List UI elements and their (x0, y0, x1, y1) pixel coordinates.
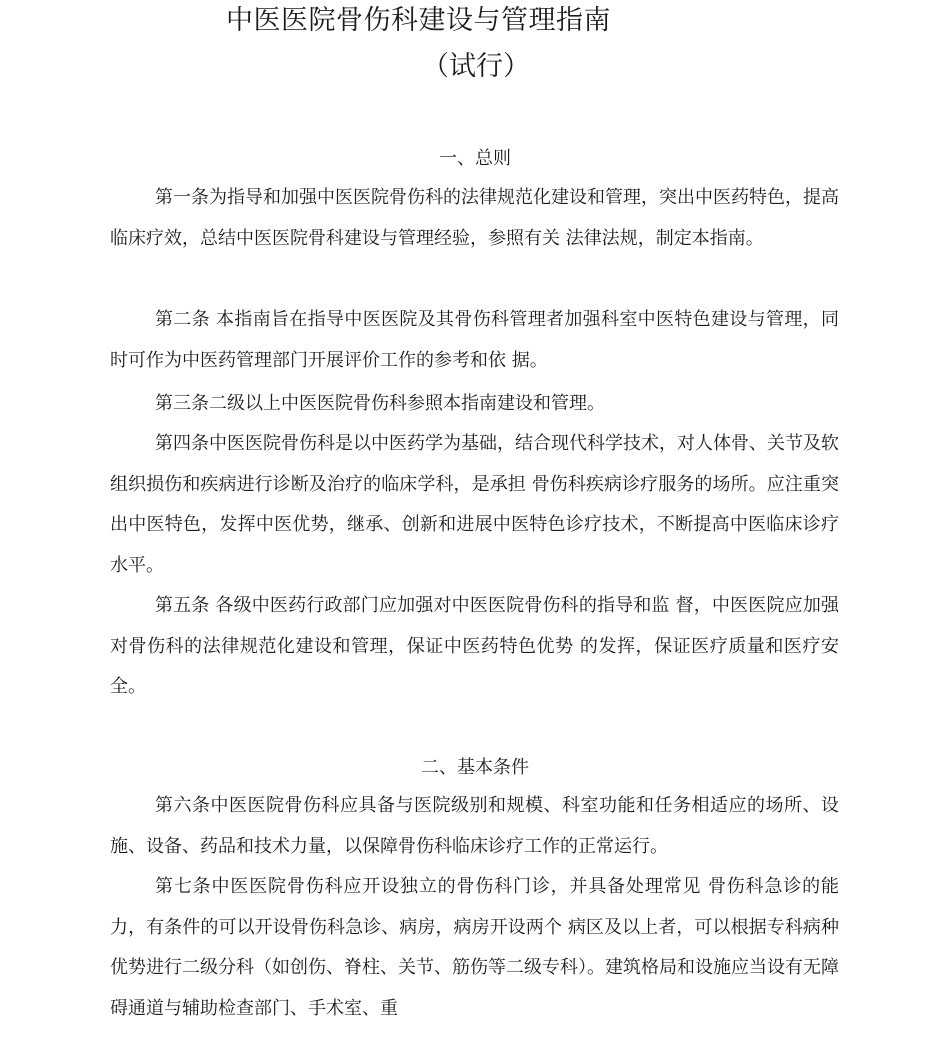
article-2: 第二条 本指南旨在指导中医医院及其骨伤科管理者加强科室中医特色建设与管理，同时可作为中医药管理部门开展评价工作的参考和依 据。 (110, 309, 839, 371)
article-6: 第六条中医医院骨伤科应具备与医院级别和规模、科室功能和任务相适应的场所、设施、设备、药品和技术力量，以保障骨伤科临床诊疗工作的正常运行。 (110, 795, 839, 857)
section-heading-basic-conditions: 二、基本条件 (421, 757, 529, 778)
article-4: 第四条中医医院骨伤科是以中医药学为基础，结合现代科学技术，对人体骨、关节及软组织损伤和疾病进行诊断及治疗的临床学科，是承担 骨伤科疾病诊疗服务的场所。应注重突出中医特色，发挥中医优势，继承、创新和进展中医特色诊疗技术，不断提高中医临床诊疗水平。 (110, 433, 839, 576)
document-title: 中医医院骨伤科建设与管理指南 (226, 5, 611, 36)
article-3: 第三条二级以上中医医院骨伤科参照本指南建设和管理。 (155, 393, 605, 414)
section-heading-general: 一、总则 (439, 148, 511, 169)
article-7: 第七条中医医院骨伤科应开设独立的骨伤科门诊，并具备处理常见 骨伤科急诊的能力，有条件的可以开设骨伤科急诊、病房，病房开设两个 病区及以上者，可以根据专科病种优势进行二级分科（如创伤、脊柱、关节、筋伤等二级专科）。建筑格局和设施应当设有无障碍通道与辅助检查部门、手术室、重 (110, 876, 839, 1019)
article-5: 第五条 各级中医药行政部门应加强对中医医院骨伤科的指导和监 督，中医医院应加强对骨伤科的法律规范化建设和管理，保证中医药特色优势 的发挥，保证医疗质量和医疗安全。 (110, 595, 839, 697)
document-subtitle: （试行） (422, 51, 530, 82)
article-1: 第一条为指导和加强中医医院骨伤科的法律规范化建设和管理，突出中医药特色，提高临床疗效，总结中医医院骨科建设与管理经验，参照有关 法律法规，制定本指南。 (110, 187, 839, 249)
